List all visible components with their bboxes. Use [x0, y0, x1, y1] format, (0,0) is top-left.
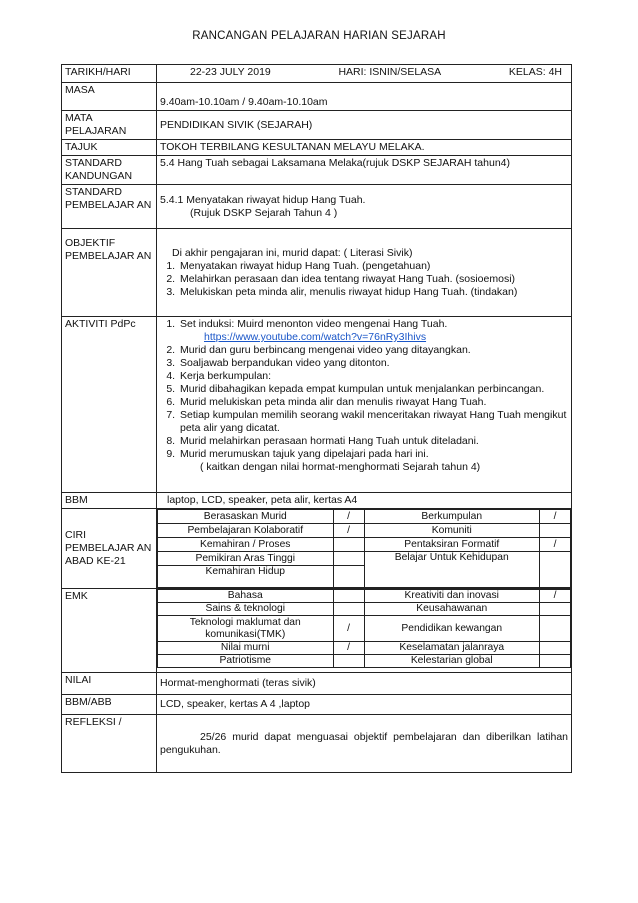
ciri-mark: / — [333, 524, 364, 538]
label-aktiviti: AKTIVITI PdPc — [62, 317, 157, 493]
emk-mark — [333, 603, 364, 616]
emk-item: Kelestarian global — [364, 655, 540, 668]
row-tarikh — [62, 65, 572, 83]
ciri-mark: / — [540, 538, 571, 552]
emk-item: Pendidikan kewangan — [364, 616, 540, 642]
standard-kandungan-value: 5.4 Hang Tuah sebagai Laksamana Melaka(rujuk DSKP SEJARAH tahun4) — [157, 156, 572, 185]
nilai-value: Hormat-menghormati (teras sivik) — [157, 673, 572, 695]
emk-mark — [540, 642, 571, 655]
emk-item: Patriotisme — [158, 655, 334, 668]
emk-mark: / — [540, 590, 571, 603]
list-item: 2. Melahirkan perasaan dan idea tentang riwayat Hang Tuah. (sosioemosi) — [178, 273, 568, 286]
emk-mark — [333, 655, 364, 668]
aktiviti-closing: ( kaitkan dengan nilai hormat-menghormati Sejarah tahun 4) — [200, 461, 481, 473]
label-nilai: NILAI — [62, 673, 157, 695]
list-item: 7. Setiap kumpulan memilih seorang wakil menceritakan riwayat Hang Tuah mengikut peta alir yang dicatat. — [178, 409, 568, 435]
row-bbm-abb — [62, 695, 572, 715]
objektif-intro: Di akhir pengajaran ini, murid dapat: ( Literasi Sivik) — [172, 246, 413, 259]
row-standard-kandungan — [62, 156, 572, 185]
row-aktiviti — [62, 317, 572, 493]
label-emk: EMK — [62, 589, 157, 673]
row-ciri — [62, 509, 572, 589]
ciri-mark — [333, 566, 364, 588]
label-mata-pelajaran: MATA PELAJARAN — [62, 111, 157, 140]
ciri-mark — [540, 524, 571, 538]
page-title: RANCANGAN PELAJARAN HARIAN SEJARAH — [192, 30, 446, 42]
label-bbm-abb: BBM/ABB — [62, 695, 157, 715]
label-refleksi: REFLEKSI / — [62, 715, 157, 773]
row-refleksi — [62, 715, 572, 773]
emk-mark — [333, 590, 364, 603]
sp-line2: (Rujuk DSKP Sejarah Tahun 4 ) — [190, 206, 338, 219]
youtube-link[interactable]: https://www.youtube.com/watch?v=76nRy3Ihivs — [204, 331, 427, 343]
ciri-table — [157, 509, 571, 588]
label-standard-kandungan: STANDARD KANDUNGAN — [62, 156, 157, 185]
bbm-value: laptop, LCD, speaker, peta alir, kertas A4 — [157, 493, 572, 509]
label-bbm: BBM — [62, 493, 157, 509]
row-nilai — [62, 673, 572, 695]
refleksi-value: 25/26 murid dapat menguasai objektif pembelajaran dan diberilkan latihan pengukuhan. — [157, 715, 572, 773]
emk-item: Keselamatan jalanraya — [364, 642, 540, 655]
ciri-mark: / — [333, 510, 364, 524]
emk-mark — [540, 616, 571, 642]
ciri-item: Belajar Untuk Kehidupan — [364, 552, 540, 588]
emk-mark: / — [333, 642, 364, 655]
list-item: 4. Kerja berkumpulan: — [178, 370, 568, 383]
ciri-mark — [540, 552, 571, 588]
list-item: 5. Murid dibahagikan kepada empat kumpulan untuk menjalankan perbincangan. — [178, 383, 568, 396]
list-item: 8. Murid melahirkan perasaan hormati Hang Tuah untuk diteladani. — [178, 435, 568, 448]
label-objektif: OBJEKTIF PEMBELAJAR AN — [62, 229, 157, 317]
emk-item: Sains & teknologi — [158, 603, 334, 616]
row-masa — [62, 83, 572, 111]
masa-value: 9.40am-10.10am / 9.40am-10.10am — [157, 83, 572, 111]
label-tajuk: TAJUK — [62, 140, 157, 156]
day-value: HARI: ISNIN/SELASA — [338, 66, 442, 78]
list-item: 9. Murid merumuskan tajuk yang dipelajari pada hari ini. — [178, 448, 568, 461]
list-item: 3. Melukiskan peta minda alir, menulis riwayat hidup Hang Tuah. (tindakan) — [178, 286, 568, 299]
emk-mark — [540, 655, 571, 668]
list-item: 3. Soaljawab berpandukan video yang ditonton. — [178, 357, 568, 370]
ciri-item: Komuniti — [364, 524, 540, 538]
row-standard-pembelajaran — [62, 185, 572, 229]
list-item: 6. Murid melukiskan peta minda alir dan menulis riwayat Hang Tuah. — [178, 396, 568, 409]
list-item: 2. Murid dan guru berbincang mengenai video yang ditayangkan. — [178, 344, 568, 357]
ciri-item: Pemikiran Aras Tinggi — [158, 552, 334, 566]
list-item: 1. Set induksi: Muird menonton video mengenai Hang Tuah. https://www.youtube.com/watch?v=76nRy3Ihivs — [178, 318, 568, 344]
emk-item: Kreativiti dan inovasi — [364, 590, 540, 603]
emk-item: Bahasa — [158, 590, 334, 603]
row-emk — [62, 589, 572, 673]
objektif-list — [160, 260, 568, 299]
aktiviti-list — [160, 318, 568, 461]
emk-item: Keusahawanan — [364, 603, 540, 616]
ciri-item: Kemahiran Hidup — [158, 566, 334, 588]
emk-mark: / — [333, 616, 364, 642]
ciri-mark — [333, 538, 364, 552]
list-item: 1. Menyatakan riwayat hidup Hang Tuah. (pengetahuan) — [178, 260, 568, 273]
sp-line1: 5.4.1 Menyatakan riwayat hidup Hang Tuah. — [160, 193, 366, 206]
ciri-mark: / — [540, 510, 571, 524]
ciri-item: Berasaskan Murid — [158, 510, 334, 524]
label-ciri: CIRI PEMBELAJAR AN ABAD KE-21 — [62, 509, 157, 589]
kelas-value: KELAS: 4H — [508, 66, 562, 78]
ciri-item: Berkumpulan — [364, 510, 540, 524]
date-value: 22-23 JULY 2019 — [190, 66, 271, 78]
emk-mark — [540, 603, 571, 616]
lesson-plan-table — [61, 64, 572, 773]
label-standard-pembelajaran: STANDARD PEMBELAJAR AN — [62, 185, 157, 229]
label-tarikh: TARIKH/HARI — [62, 65, 157, 83]
mata-pelajaran-value: PENDIDIKAN SIVIK (SEJARAH) — [157, 111, 572, 140]
ciri-item: Pembelajaran Kolaboratif — [158, 524, 334, 538]
row-objektif — [62, 229, 572, 317]
emk-table — [157, 589, 571, 668]
bbm-abb-value: LCD, speaker, kertas A 4 ,laptop — [157, 695, 572, 715]
row-bbm — [62, 493, 572, 509]
ciri-mark — [333, 552, 364, 566]
row-tajuk — [62, 140, 572, 156]
label-masa: MASA — [62, 83, 157, 111]
row-mata-pelajaran — [62, 111, 572, 140]
ciri-item: Pentaksiran Formatif — [364, 538, 540, 552]
tajuk-value: TOKOH TERBILANG KESULTANAN MELAYU MELAKA. — [157, 140, 572, 156]
emk-item: Teknologi maklumat dan komunikasi(TMK) — [158, 616, 334, 642]
emk-item: Nilai murni — [158, 642, 334, 655]
ciri-item: Kemahiran / Proses — [158, 538, 334, 552]
